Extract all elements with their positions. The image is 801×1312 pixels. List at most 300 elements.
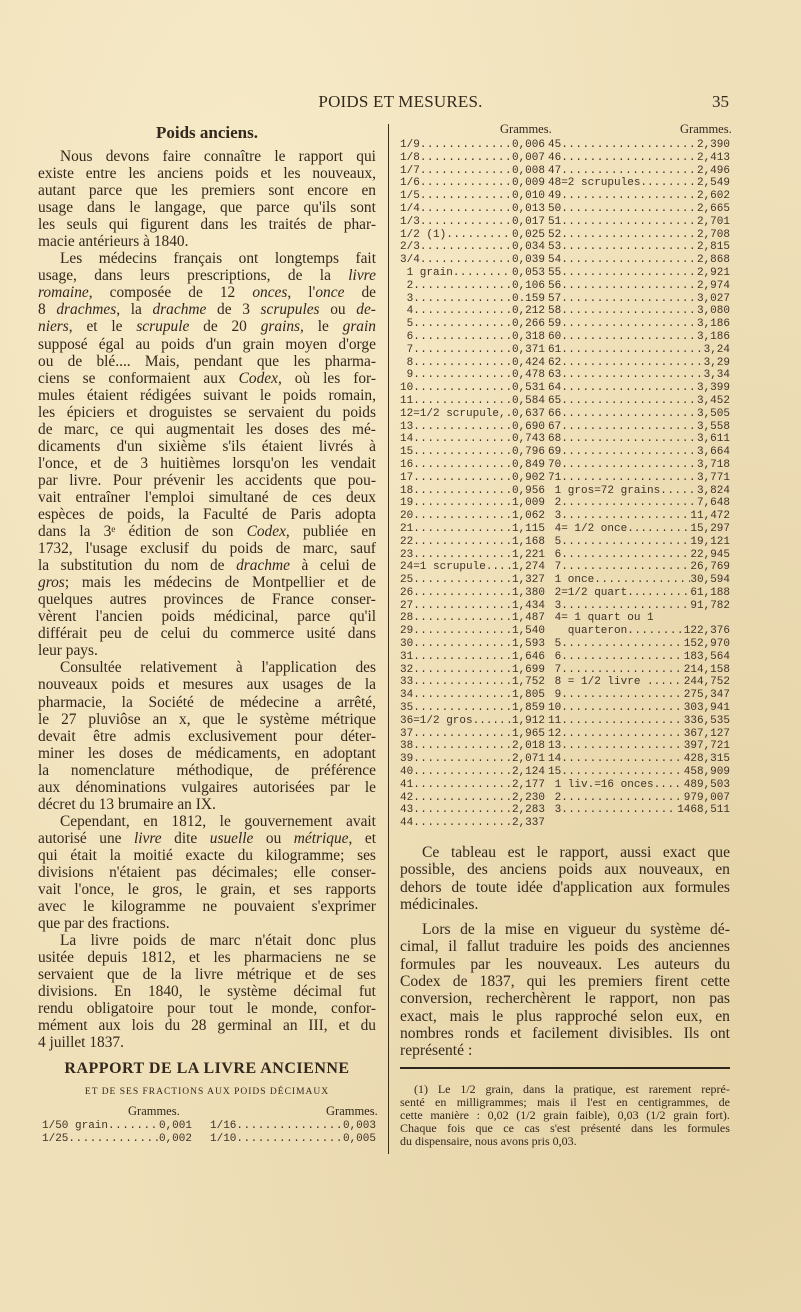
text: poids (558, 861, 593, 879)
word (50, 1034, 90, 1051)
word (240, 694, 299, 711)
row-value: 2,496 (696, 164, 730, 177)
word (158, 438, 206, 455)
text: pris (531, 1133, 553, 1148)
row-label: 62 (548, 356, 562, 369)
word (244, 949, 322, 966)
word (203, 506, 248, 523)
text: rapproché (554, 1007, 618, 1025)
text: Le (437, 1082, 451, 1096)
table-row (548, 612, 730, 625)
word (176, 762, 253, 779)
row-label: 1/7 (400, 164, 420, 177)
word (135, 421, 155, 438)
word (338, 336, 376, 353)
text: simultané (208, 488, 269, 506)
table-row (400, 344, 545, 357)
table-row (548, 638, 730, 651)
text: leur (38, 642, 66, 660)
word (171, 182, 188, 199)
text: pendant (193, 352, 243, 370)
word (127, 506, 164, 523)
table-row (400, 753, 545, 766)
dot-leader (413, 625, 512, 638)
text: et (90, 454, 102, 472)
word (140, 659, 217, 676)
word (38, 301, 46, 318)
row-value: 1468,511 (677, 804, 730, 817)
text-line (38, 267, 376, 284)
dot-leader (660, 485, 697, 498)
text: rapport, (559, 844, 609, 861)
word (60, 932, 76, 949)
word (87, 387, 128, 404)
text: cette (700, 973, 730, 991)
word (356, 301, 376, 318)
text: de (336, 676, 352, 694)
text: , (277, 369, 282, 387)
word (181, 932, 196, 949)
text: 28 (191, 1017, 207, 1035)
row-value: 1,274 (511, 561, 545, 574)
word (329, 966, 344, 983)
text: le (246, 1000, 258, 1018)
row-label: 46 (548, 151, 562, 164)
text: grain (543, 1107, 568, 1122)
text: 3ᵉ (103, 523, 116, 541)
text: substitution (60, 557, 133, 575)
word (312, 489, 332, 506)
word (343, 318, 376, 335)
text: l'application (261, 659, 337, 677)
dot-leader (413, 766, 512, 779)
text: médicinales. (400, 895, 479, 913)
word (500, 861, 547, 878)
word (350, 540, 376, 557)
word (191, 1017, 206, 1034)
text: se (82, 369, 96, 387)
table-row (548, 753, 730, 766)
word (553, 879, 633, 896)
word (559, 973, 576, 990)
word (240, 591, 255, 608)
word (38, 387, 75, 404)
text: que (220, 199, 243, 217)
text: macie (38, 233, 79, 251)
row-value: 1,168 (511, 535, 545, 548)
text: 12 (219, 284, 236, 302)
row-value: 2,390 (696, 139, 730, 151)
text: du (360, 1017, 376, 1035)
row-value: 3,611 (696, 433, 730, 446)
row-label: 11 (400, 394, 414, 407)
word (152, 301, 206, 318)
text: de (180, 932, 196, 950)
word (161, 608, 194, 625)
word (111, 318, 122, 335)
word (288, 267, 303, 284)
row-label: 3 (548, 599, 562, 612)
word (38, 421, 53, 438)
word (128, 881, 139, 898)
text: kilogramme (111, 898, 186, 916)
word (415, 1134, 475, 1148)
dot-leader (561, 139, 697, 152)
text: les (663, 1120, 677, 1135)
table-row (548, 792, 730, 805)
row-label: 57 (548, 292, 562, 305)
dot-leader (647, 587, 690, 600)
word (143, 813, 158, 830)
text: divisibles. (609, 1024, 673, 1042)
table-row (400, 523, 545, 536)
text: cimal, (400, 938, 439, 956)
word (38, 642, 66, 659)
word (710, 1025, 730, 1042)
text: non (672, 990, 696, 1008)
table-row (400, 510, 545, 523)
text: et (126, 403, 138, 421)
text: d'application (552, 878, 633, 896)
row-value: 2,701 (696, 215, 730, 228)
table-row (548, 804, 730, 817)
word (60, 148, 93, 165)
text: l' (308, 284, 316, 302)
text: traduire (509, 938, 558, 956)
text: dans (94, 267, 123, 285)
text: par (38, 471, 58, 489)
word (505, 921, 534, 938)
word (38, 182, 76, 199)
word (131, 301, 142, 318)
text-line (38, 199, 376, 216)
text: Nous (60, 148, 93, 165)
dot-leader (413, 728, 512, 741)
word (202, 540, 217, 557)
word (60, 250, 82, 267)
footnote (400, 1083, 730, 1147)
word (140, 540, 189, 557)
text: usage, (38, 267, 77, 285)
word (210, 830, 254, 847)
word (293, 353, 310, 370)
row-label: 6 (548, 548, 562, 561)
text: au (135, 335, 151, 353)
text: l'emploi (144, 488, 195, 506)
word (165, 1017, 180, 1034)
word (508, 844, 525, 861)
row-value: 0.159 (511, 292, 545, 305)
dot-leader (413, 638, 512, 651)
word (492, 1008, 503, 1025)
text: les (87, 744, 105, 762)
text: seuls (66, 216, 98, 234)
word (594, 938, 628, 955)
text: poids (594, 938, 629, 956)
row-label: 66 (548, 407, 562, 420)
text: , (300, 318, 304, 336)
word (227, 983, 277, 1000)
row-value: 1,062 (511, 510, 545, 523)
text: poids (342, 403, 376, 421)
word (335, 949, 350, 966)
text: formules (400, 955, 456, 973)
dot-leader (420, 152, 512, 165)
text: de (38, 420, 53, 438)
text: commerce (230, 625, 295, 643)
dot-leader (654, 177, 697, 190)
word (538, 956, 603, 973)
left-column (38, 124, 376, 1051)
text: la (554, 1082, 564, 1096)
dot-leader (413, 382, 512, 395)
text: manière (430, 1107, 469, 1122)
text: mément (38, 1017, 88, 1035)
table-row (548, 344, 730, 357)
dot-leader (561, 408, 697, 421)
text: pluviôse (88, 710, 141, 728)
table-row (400, 485, 545, 498)
text: qu'ils (303, 199, 337, 217)
text: en (294, 744, 310, 762)
text: et (304, 966, 316, 984)
row-value: 1,487 (511, 612, 545, 625)
row-value: 2,018 (511, 740, 545, 753)
table-row (400, 395, 545, 408)
table-row (548, 267, 730, 280)
text: fort). (705, 1107, 730, 1122)
text: livre (90, 932, 119, 950)
word (216, 472, 233, 489)
word (99, 336, 125, 353)
text: parce (297, 608, 331, 626)
word (220, 881, 255, 898)
italic-text: de- (356, 301, 376, 319)
text: traités (268, 216, 307, 234)
row-value: 0,007 (511, 151, 545, 164)
text: de (167, 744, 182, 762)
row-label: 13 (548, 740, 562, 753)
table-row (400, 165, 545, 178)
dot-leader (561, 600, 690, 613)
word (335, 506, 376, 523)
table-row (400, 689, 545, 702)
word (293, 983, 342, 1000)
word (98, 1017, 120, 1034)
text: grain, (485, 1082, 514, 1096)
italic-text: scrupules (260, 301, 320, 319)
word (295, 728, 323, 745)
word (294, 745, 309, 762)
text: usage (38, 199, 74, 217)
word (79, 233, 144, 250)
word (655, 973, 689, 990)
text: de (329, 966, 344, 984)
row-label: 12=1/2 scrupule, (400, 407, 506, 420)
text: à (369, 437, 376, 455)
text-line (38, 233, 376, 250)
word (133, 932, 166, 949)
table-row (548, 305, 730, 318)
text: du (714, 955, 730, 973)
word (262, 438, 303, 455)
word (38, 949, 74, 966)
word (239, 370, 282, 387)
text: poids (229, 540, 264, 558)
text: que (135, 182, 158, 200)
text: qui (108, 216, 129, 234)
row-value: 61,188 (690, 586, 730, 599)
text: de (361, 284, 376, 302)
word (167, 1000, 195, 1017)
word (116, 438, 142, 455)
text: lois (131, 1017, 154, 1035)
text: ; (64, 574, 70, 592)
row-value: 1,115 (511, 522, 545, 535)
word (38, 233, 79, 250)
word (38, 881, 61, 898)
text: avec (38, 898, 67, 916)
word (38, 540, 73, 557)
text: les (240, 216, 258, 234)
row-label: 61 (548, 343, 562, 356)
word (328, 387, 375, 404)
row-value: 2,665 (696, 202, 730, 215)
word (188, 728, 277, 745)
dot-leader (420, 177, 512, 190)
dot-leader (561, 369, 703, 382)
word (320, 267, 331, 284)
word (83, 898, 94, 915)
word (217, 301, 232, 318)
text: de (361, 557, 376, 575)
text: l'usage (85, 540, 128, 558)
word (668, 938, 729, 955)
table-row (548, 446, 730, 459)
row-value: 0,424 (511, 356, 545, 369)
dot-leader (413, 318, 512, 331)
word (82, 574, 111, 591)
text-line (400, 1008, 730, 1025)
row-label: 7 (400, 343, 414, 356)
text: poids (111, 676, 145, 694)
row-value: 3,24 (703, 343, 730, 356)
italic-text: romaine (38, 284, 89, 302)
text: Ils (683, 1024, 700, 1042)
word (149, 404, 212, 421)
row-value: 3,452 (696, 394, 730, 407)
row-label: 49 (548, 190, 562, 203)
text: de (718, 1094, 730, 1109)
word (303, 540, 338, 557)
text: an (177, 795, 196, 813)
text: de (452, 973, 468, 991)
text: France (272, 591, 314, 609)
word (331, 455, 376, 472)
text-line (38, 574, 376, 591)
word (527, 973, 547, 990)
text: brumaire (117, 795, 178, 813)
dot-leader (561, 280, 697, 293)
word (293, 864, 315, 881)
dot-leader (561, 331, 697, 344)
row-label: 1/6 (400, 177, 420, 190)
text: pays. (65, 642, 98, 660)
table-row (548, 676, 730, 689)
word (312, 898, 376, 915)
text: des (355, 659, 376, 677)
word (38, 1000, 73, 1017)
text: le (38, 710, 50, 728)
text: et (158, 676, 170, 694)
dot-leader (561, 267, 697, 280)
row-label: 1/9 (400, 139, 420, 151)
text: d'un (116, 437, 143, 455)
dot-leader (561, 740, 684, 753)
text: milligrammes; (456, 1094, 527, 1109)
word (344, 216, 376, 233)
word (465, 1025, 500, 1042)
text: cette (400, 1107, 423, 1122)
word (106, 148, 150, 165)
word (532, 1025, 598, 1042)
word (306, 932, 336, 949)
text: en (361, 182, 376, 200)
word (133, 847, 172, 864)
table-row (400, 664, 545, 677)
table-row (400, 267, 545, 280)
text: : (476, 1107, 480, 1122)
word (230, 540, 263, 557)
word (509, 938, 558, 955)
table-row (548, 574, 730, 587)
text: la (121, 693, 133, 711)
page-number: 35 (712, 92, 729, 111)
word (203, 898, 218, 915)
row-label: 52 (548, 228, 562, 241)
word (128, 523, 171, 540)
text: encore (307, 182, 349, 200)
word (400, 896, 478, 913)
text: 1840, (147, 983, 183, 1001)
row-value: 0,009 (511, 177, 545, 190)
text: exacte (185, 846, 225, 864)
row-label: 15 (400, 446, 414, 459)
word (654, 956, 699, 973)
text: la (38, 557, 50, 575)
row-value: 1,593 (511, 638, 545, 651)
word (149, 694, 194, 711)
row-value: 91,782 (690, 599, 730, 612)
word (91, 932, 119, 949)
word (275, 250, 339, 267)
text: d'orge (338, 335, 376, 353)
word (38, 370, 70, 387)
word (400, 1134, 415, 1148)
text: la (38, 761, 50, 779)
text-line (38, 847, 376, 864)
word (109, 864, 161, 881)
row-label: 1/8 (400, 151, 420, 164)
word (325, 353, 376, 370)
table-row (400, 779, 545, 792)
text-line (38, 284, 376, 301)
word (134, 625, 149, 642)
text: poids (283, 386, 317, 404)
row-label: 3/4 (400, 254, 420, 267)
text: 27 (61, 710, 77, 728)
text: ne (202, 898, 218, 916)
